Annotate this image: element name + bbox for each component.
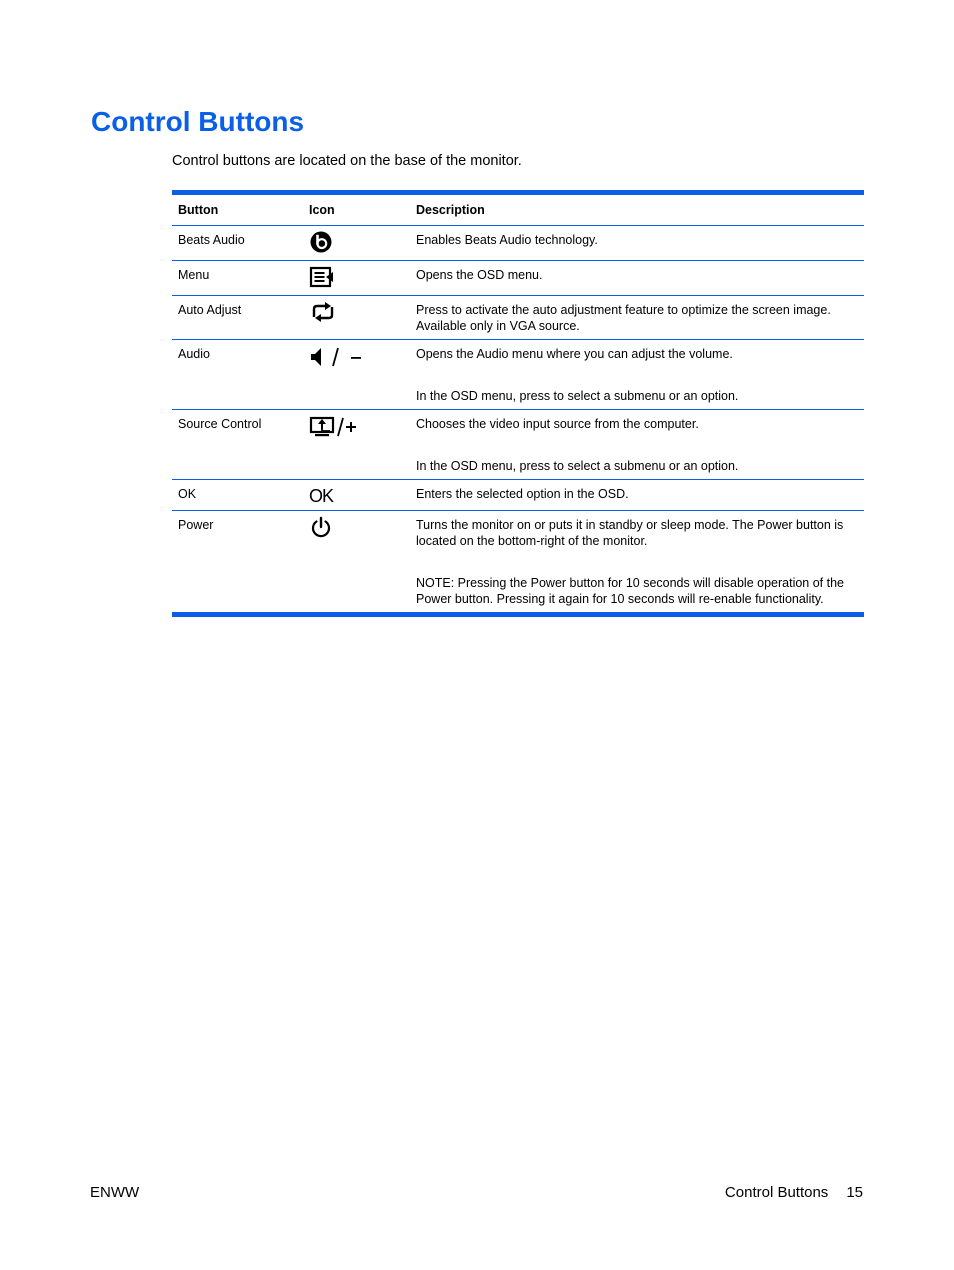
description-text: In the OSD menu, press to select a submenu or an option.: [416, 459, 739, 473]
description-text: Opens the Audio menu where you can adjust the volume.: [416, 347, 733, 361]
description-text: Chooses the video input source from the computer.: [416, 417, 699, 431]
auto-adjust-icon: [309, 300, 337, 328]
table-row: [172, 480, 864, 511]
table-row: [172, 340, 864, 410]
menu-icon: [309, 265, 335, 293]
table-row: [172, 296, 864, 340]
description-cell: [410, 480, 864, 511]
intro-text: Control buttons are located on the base of the monitor.: [172, 153, 522, 169]
description-cell: [410, 340, 864, 410]
header-icon: Icon: [303, 195, 410, 226]
table-header-row: [172, 195, 864, 226]
description-cell: [410, 261, 864, 296]
page-number: 15: [846, 1184, 863, 1201]
description-text: In the OSD menu, press to select a submenu or an option.: [416, 389, 739, 403]
description-text: Turns the monitor on or puts it in standby or sleep mode. The Power button is located on the bottom-right of the monitor.: [416, 518, 844, 548]
footer-left-label: ENWW: [90, 1184, 140, 1201]
description-cell: [410, 296, 864, 340]
table-row: [172, 226, 864, 261]
button-name-cell: Power: [172, 511, 303, 613]
description-cell: [410, 511, 864, 613]
button-name-cell: Beats Audio: [178, 233, 245, 247]
header-button: Button: [172, 195, 303, 226]
description-cell: [410, 226, 864, 261]
button-name-cell: Auto Adjust: [172, 296, 303, 340]
footer-section-title: Control Buttons: [724, 1184, 829, 1201]
header-description: Description: [410, 195, 864, 226]
description-text: Enables Beats Audio technology.: [416, 233, 598, 247]
button-name-cell: Audio: [172, 340, 303, 410]
description-text: NOTE: Pressing the Power button for 10 seconds will disable operation of the Power button. Pressing it again for 10 seconds will re-enable functionality.: [416, 576, 845, 606]
beats-audio-icon: [309, 230, 333, 258]
audio-minus-icon: [309, 344, 365, 374]
source-plus-icon: [309, 414, 361, 444]
description-cell: [410, 410, 864, 480]
control-buttons-table: [172, 190, 864, 617]
description-text: Press to activate the auto adjustment feature to optimize the screen image. Available only in VGA source.: [416, 303, 831, 333]
button-name-cell: Menu: [172, 261, 303, 296]
footer-right: [725, 1183, 863, 1203]
power-icon: [309, 515, 333, 543]
button-name-cell: OK: [172, 480, 303, 511]
ok-icon: OK: [309, 486, 334, 506]
description-text: Opens the OSD menu.: [416, 268, 543, 282]
button-name-cell: Source Control: [172, 410, 303, 480]
page-title: Control Buttons: [91, 106, 305, 137]
table-row: [172, 410, 864, 480]
table-row: [172, 261, 864, 296]
description-text: Enters the selected option in the OSD.: [416, 487, 629, 501]
table-row: [172, 511, 864, 613]
